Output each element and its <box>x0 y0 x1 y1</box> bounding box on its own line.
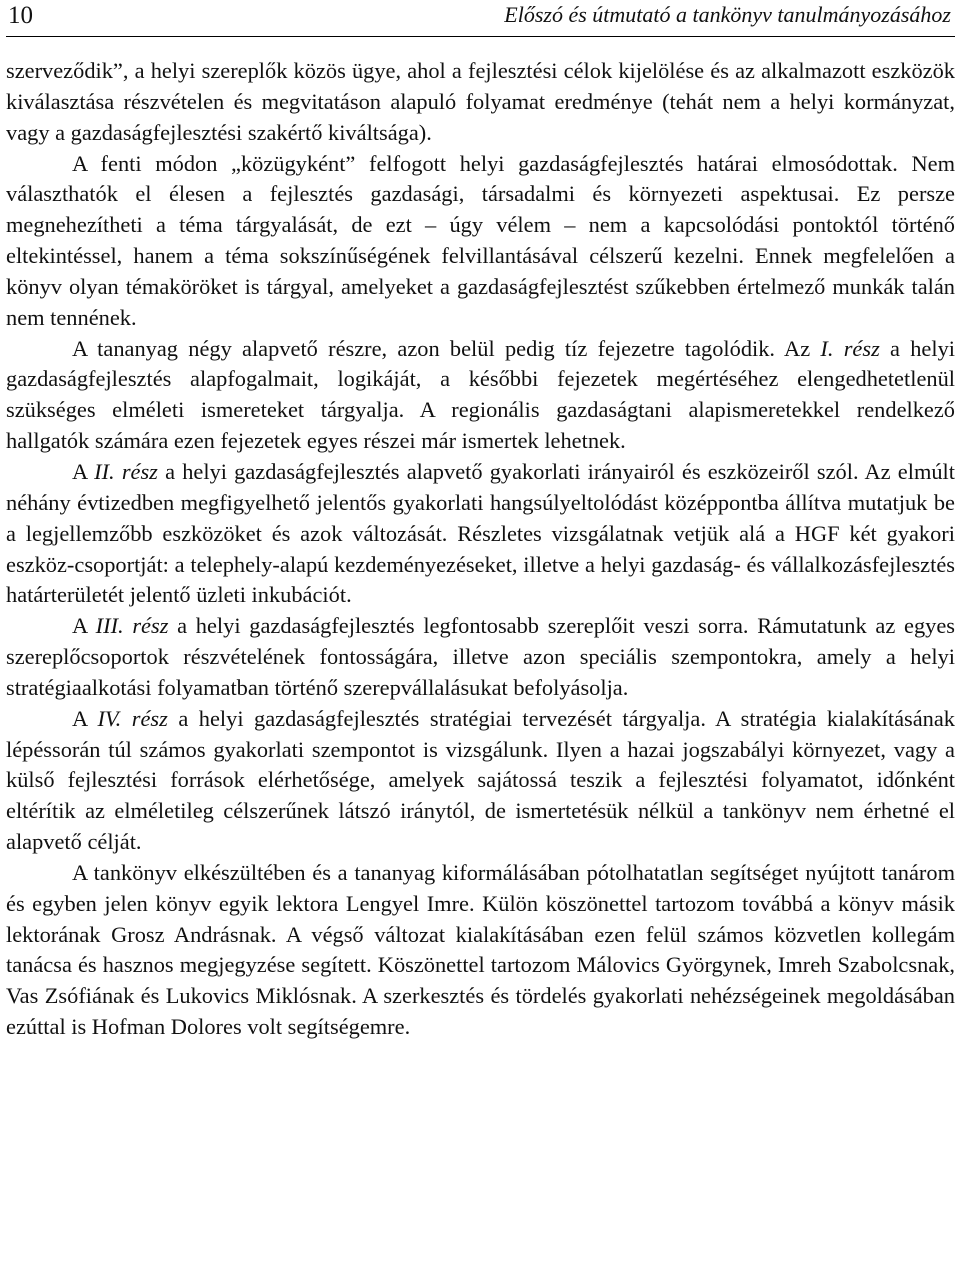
paragraph-continuation: szerveződik”, a helyi szereplők közös ügye, ahol a fejlesztési célok kijelölése és az alkalmazott eszközök kiválasztása részvételen és megvitatáson alapuló folyamat eredménye (tehát nem a helyi kormányzat, vagy a gazdaságfejlesztési szakértő kiváltsága). <box>6 58 955 145</box>
document-page <box>6 0 955 1043</box>
paragraph-part-one: A tananyag négy alapvető részre, azon belül pedig tíz fejezetre tagolódik. Az I. rész a helyi gazdaságfejlesztés alapfogalmait, logikáját, a későbbi fejezetek megértéséhez elengedhetetlenül szükséges elméleti ismereteket tárgyalja. A regionális gazdaságtani alapismeretekkel rendelkező hallgatók számára ezen fejezetek egyes részei már ismertek lehetnek. <box>6 335 956 454</box>
running-title: Előszó és útmutató a tankönyv tanulmányozásához <box>504 2 951 27</box>
paragraph-scope: A fenti módon „közügyként” felfogott helyi gazdaságfejlesztés határai elmosódottak. Nem választhatók el élesen a fejlesztés gazdasági, társadalmi és környezeti aspektusai. Ez persze megnehezítheti a téma tárgyalását, de ezt – úgy vélem – nem a kapcsolódási pontoktól történő eltekintéssel, hanem a téma sokszínűségének felvillantásával célszerű kezelni. Ennek megfelelően a könyv olyan témaköröket is tárgyal, amelyeket a gazdaságfejlesztést szűkebben értelmező munkák talán nem tennének. <box>6 150 955 330</box>
page-number: 10 <box>8 2 33 29</box>
part-label: I. rész <box>820 335 880 361</box>
paragraph-part-four: A IV. rész a helyi gazdaságfejlesztés stratégiai tervezését tárgyalja. A stratégia kialakításának lépéssorán túl számos gyakorlati szempontot is vizsgálunk. Ilyen a hazai jogszabályi környezet, vagy a külső fejlesztési források elérhetősége, amelyek sajátossá teszik a fejlesztési folyamatot, időnként eltérítik az elméletileg célszerűnek látszó iránytól, de ismertetésük nélkül a tankönyv nem érhetné el alapvető célját. <box>6 705 955 855</box>
body-text <box>6 56 955 1043</box>
part-label: III. rész <box>95 613 169 639</box>
paragraph-part-three: A III. rész a helyi gazdaságfejlesztés legfontosabb szereplőit veszi sorra. Rámutatunk az egyes szereplőcsoportok részvételének fontosságára, illetve azon speciális szempontokra, amely a helyi stratégiaalkotási folyamatban történő szerepvállalásukat befolyásolja. <box>6 613 955 700</box>
page-header <box>6 0 955 37</box>
part-label: IV. rész <box>97 705 168 731</box>
part-label: II. rész <box>94 458 158 484</box>
paragraph-part-two: A II. rész a helyi gazdaságfejlesztés alapvető gyakorlati irányairól és eszközeiről szól. Az elmúlt néhány évtizedben megfigyelhető jelentős gyakorlati hangsúlyeltolódást középpontba állítva mutatjuk be a legjellemzőbb eszközöket és azok változását. Részletes vizsgálatnak vetjük alá a HGF két gyakori eszköz-csoportját: a telephely-alapú kezdeményezéseket, illetve a helyi gazdaság- és vállalkozásfejlesztés határterületét jelentő üzleti inkubációt. <box>6 458 955 608</box>
paragraph-acknowledgements: A tankönyv elkészültében és a tananyag kiformálásában pótolhatatlan segítséget nyújtott tanárom és egyben jelen könyv egyik lektora Lengyel Imre. Külön köszönettel tartozom továbbá a könyv másik lektorának Grosz Andrásnak. A végső változat kialakításában ezen felül számos közvetlen kollegám tanácsa és hasznos megjegyzése segített. Köszönettel tartozom Málovics Györgynek, Imreh Szabolcsnak, Vas Zsófiának és Lukovics Miklósnak. A szerkesztés és tördelés gyakorlati nehézségeinek megoldásában ezúttal is Hofman Dolores volt segítségemre. <box>6 859 955 1040</box>
